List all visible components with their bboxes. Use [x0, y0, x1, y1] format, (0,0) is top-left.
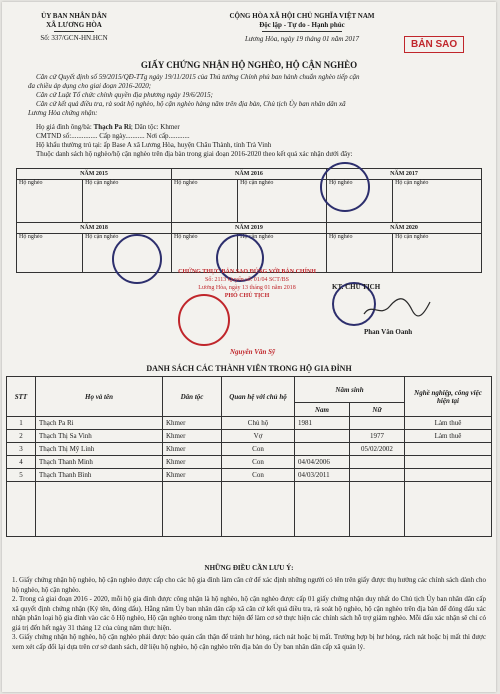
national-heading: [202, 12, 402, 44]
table-row: [7, 443, 492, 456]
cell-stt: 1: [7, 417, 36, 430]
certify-title: CHỨNG THỰC BẢN SAO ĐÚNG VỚI BẢN CHÍNH: [178, 269, 316, 275]
members-table: [6, 376, 492, 537]
notes-list: [12, 576, 486, 652]
cell-ethnic: Khmer: [163, 456, 222, 469]
legal-basis: [28, 73, 480, 118]
poor-cell: Hộ nghèo: [171, 180, 237, 223]
near-poor-cell: Hộ cận nghèo: [83, 234, 172, 273]
issuing-authority: [14, 12, 134, 43]
cell-occupation: [405, 469, 492, 482]
cell-occupation: [405, 456, 492, 469]
cell-stt: 3: [7, 443, 36, 456]
place-label: Nơi cấp: [146, 132, 169, 140]
official-seal-2017: [320, 162, 370, 212]
org-line-1: ỦY BAN NHÂN DÂN: [41, 12, 107, 20]
cell-female: [350, 456, 405, 469]
col-male: Nam: [295, 403, 350, 417]
poor-cell: Hộ nghèo: [17, 234, 83, 273]
certified-copy-stamp: [172, 268, 322, 300]
year-header: NĂM 2020: [326, 223, 481, 234]
signature-title: [332, 283, 380, 292]
note-item: 1. Giấy chứng nhận hộ nghèo, hộ cận nghèo được cấp cho các hộ gia đình làm căn cứ để xác định những người có tên trên giấy được thụ hưởng các chính sách dành cho hộ nghèo, hộ cận nghèo.: [12, 576, 486, 594]
title-prefix: KT.: [332, 283, 344, 291]
cell-relation: Con: [222, 443, 295, 456]
signer-name: Phan Văn Oanh: [364, 328, 413, 336]
document-title: GIẤY CHỨNG NHẬN HỘ NGHÈO, HỘ CẬN NGHÈO: [140, 60, 358, 70]
cell-relation: Con: [222, 456, 295, 469]
motto: Độc lập - Tự do - Hạnh phúc: [259, 21, 345, 29]
handwritten-signature: [362, 292, 432, 322]
table-row: [7, 469, 492, 482]
cell-stt: 2: [7, 430, 36, 443]
place-date: Lương Hòa, ngày 19 tháng 01 năm 2017: [244, 35, 360, 43]
title: CHỦ TỊCH: [345, 283, 381, 291]
divider: [54, 31, 94, 32]
cell-female: [350, 417, 405, 430]
cell-occupation: [405, 443, 492, 456]
certifier-name: Nguyễn Văn Sỹ: [230, 348, 276, 356]
near-poor-cell: Hộ cận nghèo: [393, 234, 482, 273]
issued-label: Cấp ngày: [99, 132, 126, 140]
table-row: [7, 456, 492, 469]
certificate-page: [2, 2, 496, 692]
issued-value: ...........: [125, 132, 145, 140]
members-title: DANH SÁCH CÁC THÀNH VIÊN TRONG HỘ GIA ĐÌNH: [146, 364, 352, 373]
near-poor-cell: Hộ cận nghèo: [238, 180, 327, 223]
cell-name: Thạch Pa Ri: [36, 417, 163, 430]
cell-name: Thạch Thị Mỹ Linh: [36, 443, 163, 456]
period-statement: Thuộc danh sách hộ nghèo/hộ cận nghèo trên địa bàn trong giai đoạn 2016-2020 theo kết quả xác nhận dưới đây:: [36, 150, 353, 158]
cell-occupation: Làm thuê: [405, 430, 492, 443]
cell-relation: Vợ: [222, 430, 295, 443]
document-number: Số: 337/GCN-HN.HCN: [40, 34, 108, 42]
cell-stt: 4: [7, 456, 36, 469]
cell-ethnic: Khmer: [163, 430, 222, 443]
cell-male: [295, 443, 350, 456]
col-occupation: Nghề nghiệp, công việc hiện tại: [405, 377, 492, 417]
note-item: 2. Trong cả giai đoạn 2016 - 2020, mỗi hộ gia đình được công nhận là hộ nghèo, hộ cận nghèo được cấp 01 giấy chứng nhận duy nhất do Chủ tịch Ủy ban nhân dân cấp xã quyết định chứng nhận (Ký tên, đóng dấu). Hằng năm Ủy ban nhân dân cấp xã căn cứ kết quả điều tra, rà soát hộ nghèo, hộ cận nghèo trên địa bàn để đóng dấu xác nhận phân loại hộ gia đình vào các ô Hộ nghèo, Hộ cận nghèo trong năm thực hiện để làm cơ sở thực hiện các chính sách hỗ trợ giảm nghèo. Mỗi dấu xác nhận sẽ chỉ có giá trị đến hết ngày 31 tháng 12 của cùng năm thực hiện.: [12, 595, 486, 632]
col-female: Nữ: [350, 403, 405, 417]
table-row: [7, 430, 492, 443]
cell-female: 1977: [350, 430, 405, 443]
preamble-line: Căn cứ Quyết định số 59/2015/QĐ-TTg ngày 19/11/2015 của Thủ tướng Chính phủ ban hành chuẩn nghèo tiếp cận: [36, 73, 360, 81]
year-header: NĂM 2019: [171, 223, 326, 234]
red-certification-seal: [178, 294, 230, 346]
note-item: 3. Giấy chứng nhận hộ nghèo, hộ cận nghèo phải được bảo quản cẩn thận để tránh hư hỏng, rách nát hoặc bị mất. Trường hợp bị hư hỏng, rách nát hoặc bị mất thì được xem xét cấp đổi lại dựa trên cơ sở danh sách, dữ liệu hộ nghèo, hộ cận nghèo trên địa bàn do Ủy ban nhân dân cấp xã quản lý.: [12, 633, 486, 651]
near-poor-cell: Hộ cận nghèo: [83, 180, 172, 223]
org-line-2: XÃ LƯƠNG HÒA: [46, 21, 102, 29]
cell-male: 04/04/2006: [295, 456, 350, 469]
cell-stt: 5: [7, 469, 36, 482]
residence-label: Hộ khẩu thường trú tại:: [36, 141, 102, 149]
cell-female: [350, 469, 405, 482]
year-header: NĂM 2016: [171, 169, 326, 180]
ethnic-label: Dân tộc:: [134, 123, 159, 131]
certify-position: PHÓ CHỦ TỊCH: [224, 293, 270, 299]
near-poor-cell: Hộ cận nghèo: [393, 180, 482, 223]
household-info: Họ giá đình ông/bà: Thạch Pa Ri; Dân tộc: Khmer CMTND số:............... Cấp ngày........... Nơi cấp............ Hộ khẩu thường trú tại: ấp Base A xã Lương Hòa, huyện Châu Thành, tỉnh Trà Vinh Thuộc danh sách hộ nghèo/hộ cận nghèo trên địa bàn trong giai đoạn 2016-2020 theo kết quả xác nhận dưới đây:: [36, 123, 353, 158]
members-rows: [7, 417, 492, 482]
cell-male: 04/03/2011: [295, 469, 350, 482]
cell-ethnic: Khmer: [163, 417, 222, 430]
cell-name: Thạch Thanh Minh: [36, 456, 163, 469]
cell-female: 05/02/2002: [350, 443, 405, 456]
preamble-line: đa chiều áp dụng cho giai đoạn 2016-2020;: [28, 82, 152, 90]
copy-stamp: BẢN SAO: [404, 36, 464, 53]
table-row: [7, 417, 492, 430]
residence-value: ấp Base A xã Lương Hòa, huyện Châu Thành, tỉnh Trà Vinh: [103, 141, 272, 149]
year-header: NĂM 2017: [326, 169, 481, 180]
certify-number: Số: 2113 Quyển số: 01/04 SCT/BS: [205, 277, 289, 283]
cell-relation: Chủ hộ: [222, 417, 295, 430]
household-head-name: Thạch Pa Ri: [93, 123, 131, 131]
cell-occupation: Làm thuê: [405, 417, 492, 430]
preamble-line: Căn cứ Luật Tổ chức chính quyền địa phương ngày 19/6/2015;: [36, 91, 213, 99]
id-value: ...............: [71, 132, 98, 140]
col-birth-year: Năm sinh: [295, 377, 405, 403]
nation-name: CỘNG HÒA XÃ HỘI CHỦ NGHĨA VIỆT NAM: [229, 12, 375, 20]
cell-male: [295, 430, 350, 443]
head-label: Họ giá đình ông/bà:: [36, 123, 92, 131]
place-value: ............: [168, 132, 190, 140]
col-stt: STT: [7, 377, 36, 417]
divider: [262, 31, 342, 32]
col-ethnic: Dân tộc: [163, 377, 222, 417]
notes-title: NHỮNG ĐIỀU CẦN LƯU Ý:: [204, 564, 294, 572]
year-header: NĂM 2015: [17, 169, 172, 180]
id-label: CMTND số:: [36, 132, 72, 140]
cell-ethnic: Khmer: [163, 443, 222, 456]
household-ethnic: Khmer: [160, 123, 180, 131]
official-seal-2018: [112, 234, 162, 284]
poor-cell: Hộ nghèo: [17, 180, 83, 223]
poor-cell: Hộ nghèo: [326, 234, 392, 273]
certify-date: Lương Hòa, ngày 13 tháng 01 năm 2018: [198, 285, 296, 291]
col-relation: Quan hệ với chủ hộ: [222, 377, 295, 417]
col-name: Họ và tên: [36, 377, 163, 417]
year-header: NĂM 2018: [17, 223, 172, 234]
near-poor-cell: Hộ cận nghèo: [238, 234, 327, 273]
poor-cell: Hộ nghèo: [171, 234, 237, 273]
preamble-line: Lương Hòa chứng nhận:: [28, 109, 98, 117]
preamble-line: Căn cứ kết quả điều tra, rà soát hộ nghèo, hộ cận nghèo hàng năm trên địa bàn, Chủ tịch Ủy ban nhân dân xã: [36, 100, 346, 108]
poor-cell: Hộ nghèo: [326, 180, 392, 223]
cell-name: Thạch Thanh Bình: [36, 469, 163, 482]
cell-name: Thạch Thị Sa Vinh: [36, 430, 163, 443]
cell-ethnic: Khmer: [163, 469, 222, 482]
cell-male: 1981: [295, 417, 350, 430]
cell-relation: Con: [222, 469, 295, 482]
